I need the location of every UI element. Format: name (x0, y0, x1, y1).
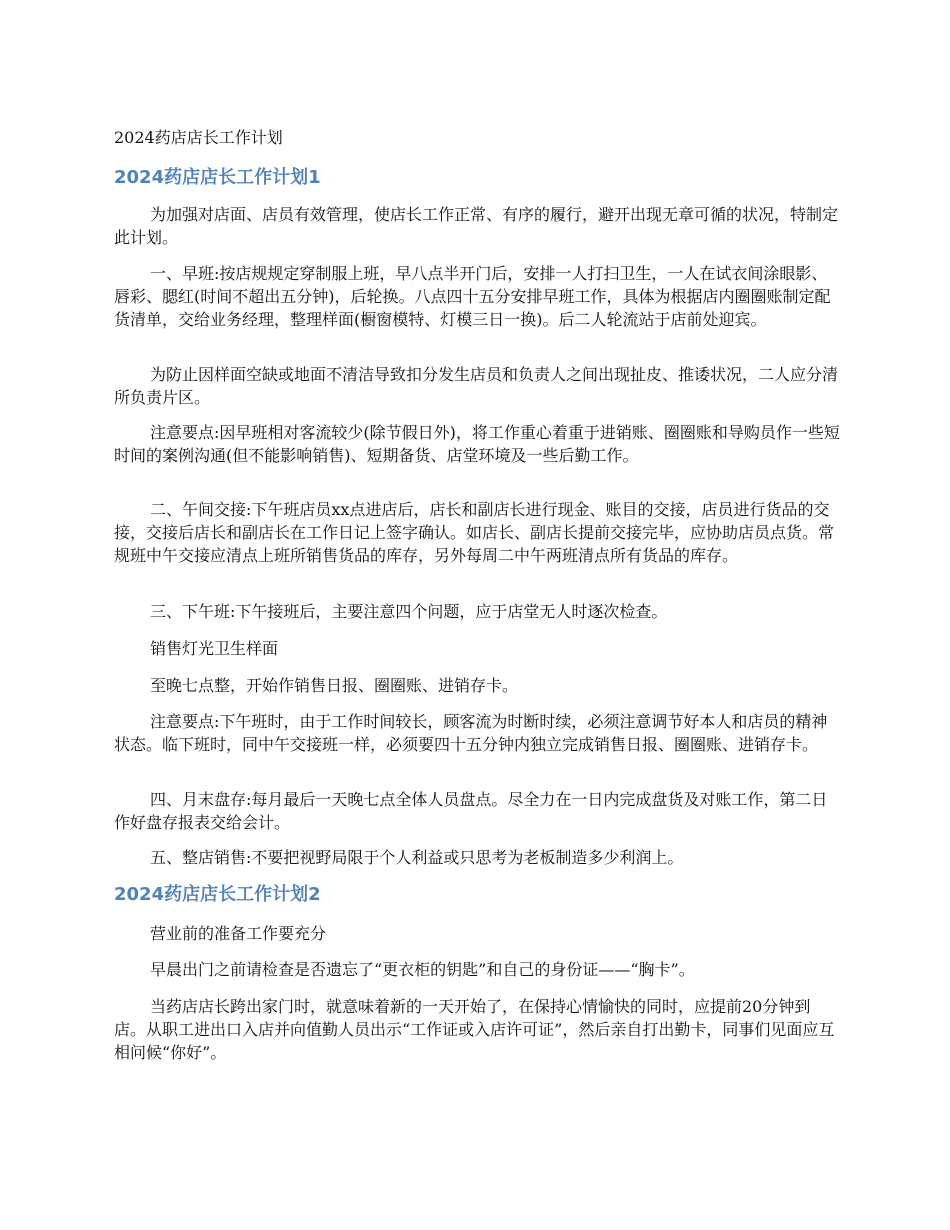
paragraph: 二、午间交接:下午班店员xx点进店后，店长和副店长进行现金、账目的交接，店员进行货品的交接，交接后店长和副店长在工作日记上签字确认。如店长、副店长提前交接完毕，应协助店员点货。常规班中午交接应清点上班所销售货品的库存，另外每周二中午两班清点所有货品的库存。 (114, 500, 835, 565)
section-2-heading: 2024药店店长工作计划2 (114, 884, 321, 905)
paragraph: 为防止因样面空缺或地面不清洁导致扣分发生店员和负责人之间出现扯皮、推诿状况，二人应分清所负责片区。 (114, 365, 839, 407)
paragraph: 注意要点:下午班时，由于工作时间较长，顾客流为时断时续，必须注意调节好本人和店员的精神状态。临下班时，同中午交接班一样，必须要四十五分钟内独立完成销售日报、圈圈账、进销存卡。 (114, 712, 828, 754)
paragraph: 一、早班:按店规规定穿制服上班，早八点半开门后，安排一人打扫卫生，一人在试衣间涂眼影、唇彩、腮红(时间不超出五分钟)，后轮换。八点四十五分安排早班工作，具体为根据店内圈圈账制定配货清单，交给业务经理，整理样面(橱窗模特、灯模三日一换)。后二人轮流站于店前处迎宾。 (114, 264, 831, 329)
paragraph: 营业前的准备工作要充分 (150, 924, 327, 943)
paragraph: 至晚七点整，开始作销售日报、圈圈账、进销存卡。 (150, 676, 519, 695)
paragraph: 注意要点:因早班相对客流较少(除节假日外)，将工作重心着重于进销账、圈圈账和导购员作一些短时间的案例沟通(但不能影响销售)、短期备货、店堂环境及一些后勤工作。 (114, 423, 840, 465)
paragraph: 三、下午班:下午接班后，主要注意四个问题，应于店堂无人时逐次检查。 (150, 602, 668, 621)
section-1-heading: 2024药店店长工作计划1 (114, 167, 321, 188)
paragraph: 四、月末盘存:每月最后一天晚七点全体人员盘点。尽全力在一日内完成盘货及对账工作，第二日作好盘存报表交给会计。 (114, 790, 828, 832)
document-title: 2024药店店长工作计划 (114, 128, 283, 147)
paragraph: 为加强对店面、店员有效管理，使店长工作正常、有序的履行，避开出现无章可循的状况，特制定此计划。 (114, 205, 839, 247)
paragraph: 当药店店长跨出家门时，就意味着新的一天开始了，在保持心情愉快的同时，应提前20分钟到店。从职工进出口入店并向值勤人员出示“工作证或入店许可证”，然后亲自打出勤卡，同事们见面应互相问候“你好”。 (114, 997, 835, 1062)
paragraph: 销售灯光卫生样面 (150, 639, 279, 658)
paragraph: 五、整店销售:不要把视野局限于个人利益或只思考为老板制造多少利润上。 (150, 848, 684, 867)
paragraph: 早晨出门之前请检查是否遗忘了“更衣柜的钥匙”和自己的身份证——“胸卡”。 (150, 960, 695, 979)
